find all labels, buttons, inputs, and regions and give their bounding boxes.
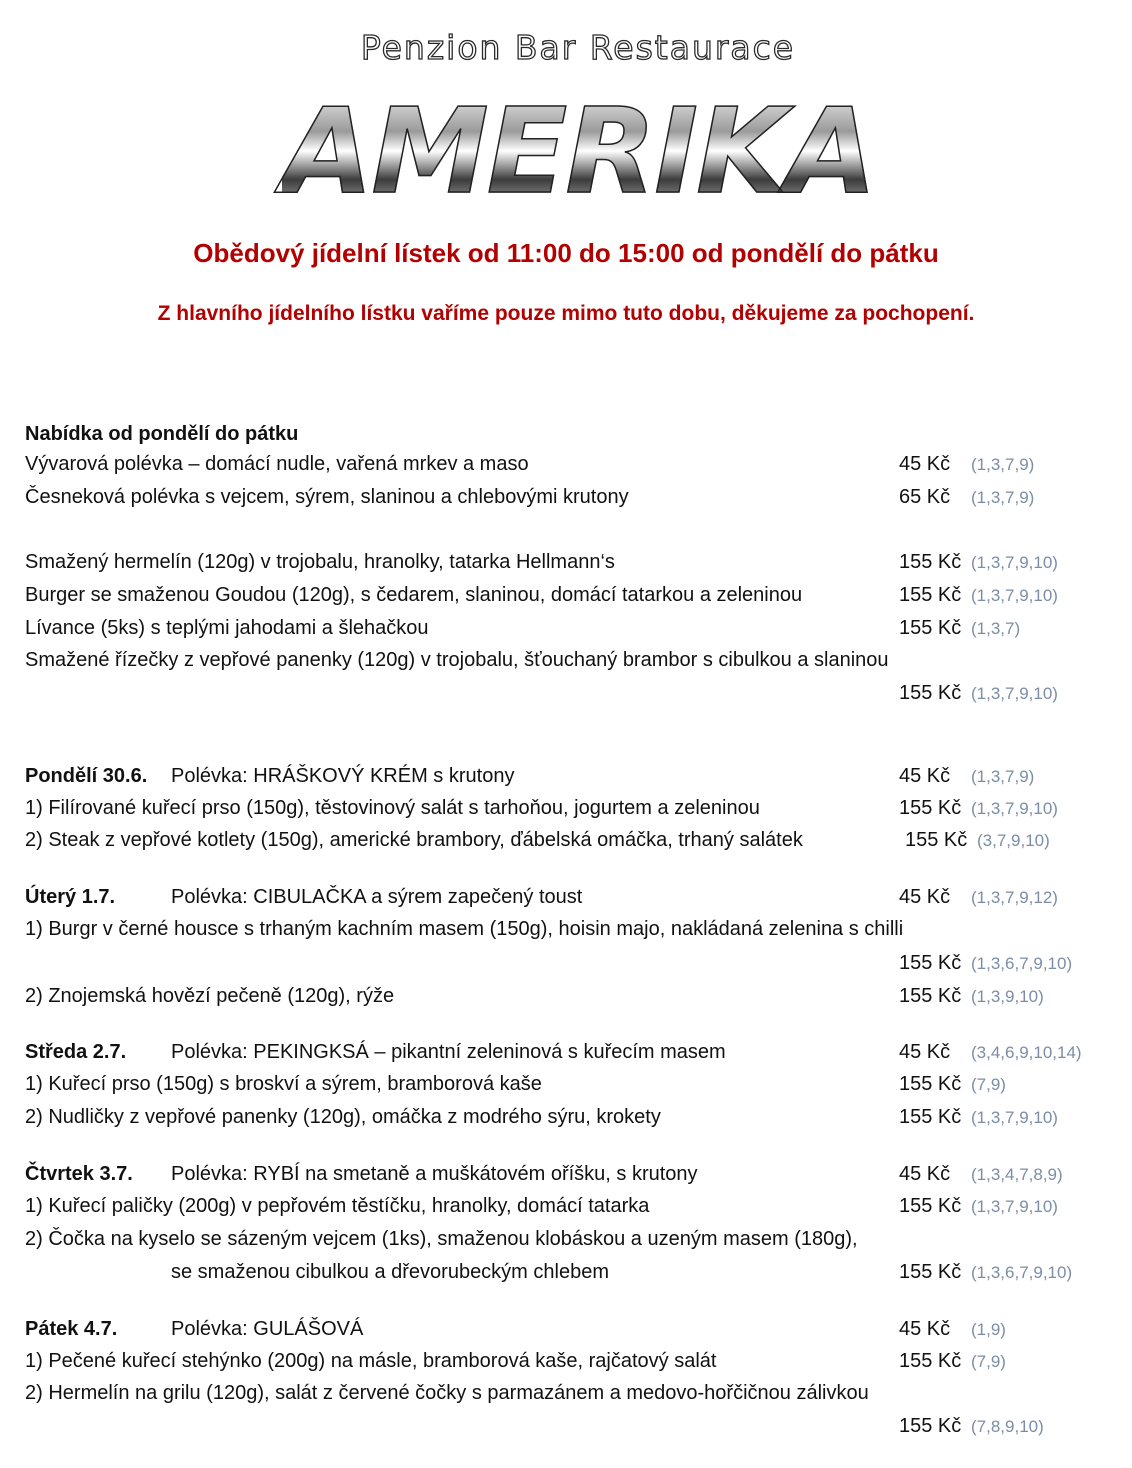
- item-allergens: (7,9): [971, 1075, 1006, 1094]
- item-desc: Lívance (5ks) s teplými jahodami a šlehačkou: [25, 617, 429, 639]
- item-price: 155 Kč: [899, 1195, 962, 1217]
- soup-price: 45 Kč: [899, 765, 951, 787]
- item-price: 155 Kč: [899, 985, 962, 1007]
- item-desc: 1) Kuřecí prso (150g) s broskví a sýrem, bramborová kaše: [25, 1073, 542, 1095]
- item-desc: 1) Filírované kuřecí prso (150g), těstovinový salát s tarhoňou, jogurtem a zeleninou: [25, 797, 760, 819]
- item-desc: Smažené řízečky z vepřové panenky (120g) v trojobalu, šťouchaný brambor s cibulkou a slaninou: [25, 649, 889, 671]
- item-allergens: (1,3,7,9): [971, 455, 1035, 474]
- item-desc: 2) Steak z vepřové kotlety (150g), americké brambory, ďábelská omáčka, trhaný salátek: [25, 829, 803, 851]
- item-price: 155 Kč: [905, 829, 968, 851]
- item-allergens: (3,7,9,10): [977, 831, 1050, 850]
- logo-brand: AMERIKA: [282, 82, 875, 220]
- item-price: 155 Kč: [899, 1073, 962, 1095]
- item-allergens: (1,3,7,9,10): [971, 1108, 1058, 1127]
- item-price: 45 Kč: [899, 453, 951, 475]
- item-desc: Burger se smaženou Goudou (120g), s čedarem, slaninou, domácí tatarkou a zeleninou: [25, 584, 803, 606]
- restaurant-logo: [282, 24, 874, 220]
- day-label: Středa 2.7.: [25, 1041, 127, 1063]
- item-allergens: (1,3,7,9,10): [971, 684, 1058, 703]
- soup-price: 45 Kč: [899, 1318, 951, 1340]
- item-desc: 2) Znojemská hovězí pečeně (120g), rýže: [25, 985, 395, 1007]
- item-price: 155 Kč: [899, 617, 962, 639]
- menu-headline: Obědový jídelní lístek od 11:00 do 15:00 od pondělí do pátku: [193, 238, 939, 268]
- item-price: 65 Kč: [899, 486, 951, 508]
- soup-allergens: (1,3,4,7,8,9): [971, 1165, 1063, 1184]
- item-price: 155 Kč: [899, 584, 962, 606]
- item-allergens: (1,3,7,9,10): [971, 1197, 1058, 1216]
- soup-desc: Polévka: HRÁŠKOVÝ KRÉM s krutony: [171, 765, 515, 787]
- item-allergens: (7,9): [971, 1352, 1006, 1371]
- item-allergens: (1,3,6,7,9,10): [971, 1263, 1073, 1282]
- item-allergens: (1,3,9,10): [971, 987, 1044, 1006]
- item-desc: 2) Hermelín na grilu (120g), salát z červené čočky s parmazánem a medovo-hořčičnou zálivkou: [25, 1382, 869, 1404]
- item-price: 155 Kč: [899, 1106, 962, 1128]
- item-price: 155 Kč: [899, 1415, 962, 1437]
- soup-allergens: (1,9): [971, 1320, 1006, 1339]
- item-price: 155 Kč: [899, 1350, 962, 1372]
- item-allergens: (1,3,7): [971, 619, 1021, 638]
- item-desc: Vývarová polévka – domácí nudle, vařená mrkev a maso: [25, 453, 529, 475]
- soup-desc: Polévka: RYBÍ na smetaně a muškátovém oříšku, s krutony: [171, 1163, 698, 1185]
- item-desc: 1) Pečené kuřecí stehýnko (200g) na másle, bramborová kaše, rajčatový salát: [25, 1350, 717, 1372]
- item-price: 155 Kč: [899, 1261, 962, 1283]
- item-allergens: (1,3,7,9,10): [971, 586, 1058, 605]
- item-price: 155 Kč: [899, 952, 962, 974]
- item-price: 155 Kč: [899, 551, 962, 573]
- item-desc-cont: se smaženou cibulkou a dřevorubeckým chlebem: [171, 1261, 609, 1283]
- logo-subtitle: Penzion Bar Restaurace: [360, 28, 796, 67]
- item-allergens: (1,3,7,9,10): [971, 553, 1058, 572]
- item-allergens: (1,3,7,9,10): [971, 799, 1058, 818]
- soup-price: 45 Kč: [899, 1041, 951, 1063]
- item-allergens: (7,8,9,10): [971, 1417, 1044, 1436]
- soup-allergens: (3,4,6,9,10,14): [971, 1043, 1082, 1062]
- menu-notice: Z hlavního jídelního lístku vaříme pouze mimo tuto dobu, děkujeme za pochopení.: [157, 302, 975, 325]
- item-allergens: (1,3,7,9): [971, 488, 1035, 507]
- soup-desc: Polévka: GULÁŠOVÁ: [171, 1318, 364, 1340]
- soup-price: 45 Kč: [899, 1163, 951, 1185]
- item-desc: Česneková polévka s vejcem, sýrem, slaninou a chlebovými krutony: [25, 486, 629, 508]
- item-desc: 2) Nudličky z vepřové panenky (120g), omáčka z modrého sýru, krokety: [25, 1106, 661, 1128]
- item-price: 155 Kč: [899, 797, 962, 819]
- day-label: Pátek 4.7.: [25, 1318, 118, 1340]
- soup-desc: Polévka: CIBULAČKA a sýrem zapečený toust: [171, 886, 583, 908]
- soup-desc: Polévka: PEKINGKSÁ – pikantní zeleninová s kuřecím masem: [171, 1041, 726, 1063]
- day-label: Úterý 1.7.: [25, 886, 116, 908]
- item-price: 155 Kč: [899, 682, 962, 704]
- soup-allergens: (1,3,7,9): [971, 767, 1035, 786]
- day-label: Pondělí 30.6.: [25, 765, 148, 787]
- item-desc: Smažený hermelín (120g) v trojobalu, hranolky, tatarka Hellmann‘s: [25, 551, 615, 573]
- soup-price: 45 Kč: [899, 886, 951, 908]
- item-allergens: (1,3,6,7,9,10): [971, 954, 1073, 973]
- item-desc: 2) Čočka na kyselo se sázeným vejcem (1ks), smaženou klobáskou a uzeným masem (180g),: [25, 1228, 858, 1250]
- soup-allergens: (1,3,7,9,12): [971, 888, 1058, 907]
- item-desc: 1) Kuřecí paličky (200g) v pepřovém těstíčku, hranolky, domácí tatarka: [25, 1195, 650, 1217]
- item-desc: 1) Burgr v černé housce s trhaným kachním masem (150g), hoisin majo, nakládaná zelenina s chilli: [25, 918, 904, 940]
- day-label: Čtvrtek 3.7.: [25, 1163, 133, 1185]
